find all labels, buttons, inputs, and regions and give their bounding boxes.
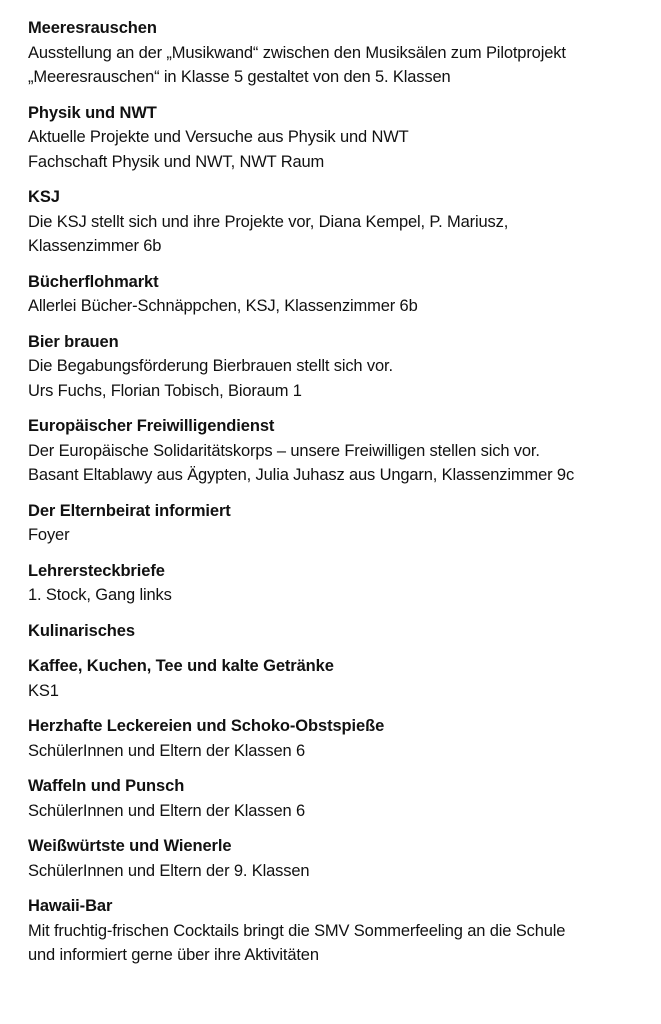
entry-location: Foyer <box>28 526 70 544</box>
entry-title: Bier brauen <box>28 332 119 351</box>
entry-description: „Meeresrauschen“ in Klasse 5 gestaltet von den 5. Klassen <box>28 68 451 86</box>
entry-title: Meeresrauschen <box>28 19 157 37</box>
entry-freiwilligendienst <box>28 414 641 488</box>
entry-herzhafte-leckereien <box>28 714 641 763</box>
entry-location: KS1 <box>28 681 59 700</box>
entry-title: Bücherflohmarkt <box>28 272 159 291</box>
entry-hawaii-bar <box>28 894 641 968</box>
entry-description: Mit fruchtig-frischen Cocktails bringt die SMV Sommerfeeling an die Schule <box>28 921 566 940</box>
entry-description: und informiert gerne über ihre Aktivitäten <box>28 946 319 964</box>
entry-title: Physik und NWT <box>28 103 157 122</box>
entry-description: Der Europäische Solidaritätskorps – unsere Freiwilligen stellen sich vor. <box>28 441 540 460</box>
entry-physik-nwt <box>28 101 641 175</box>
entry-location: SchülerInnen und Eltern der 9. Klassen <box>28 861 310 880</box>
entry-description: Die KSJ stellt sich und ihre Projekte vor, Diana Kempel, P. Mariusz, <box>28 212 509 231</box>
section-heading: Kulinarisches <box>28 621 135 640</box>
entry-kaffee-kuchen <box>28 654 641 703</box>
entry-location: Urs Fuchs, Florian Tobisch, Bioraum 1 <box>28 381 302 400</box>
entry-weisswuerste <box>28 834 641 883</box>
entry-location: Basant Eltablawy aus Ägypten, Julia Juhasz aus Ungarn, Klassenzimmer 9c <box>28 466 575 484</box>
entry-title: Kaffee, Kuchen, Tee und kalte Getränke <box>28 657 334 675</box>
entry-ksj <box>28 185 641 259</box>
section-kulinarisches <box>28 619 641 644</box>
entry-location: SchülerInnen und Eltern der Klassen 6 <box>28 801 305 820</box>
entry-location: SchülerInnen und Eltern der Klassen 6 <box>28 741 305 760</box>
entry-title: Hawaii-Bar <box>28 897 113 915</box>
entry-location: Fachschaft Physik und NWT, NWT Raum <box>28 152 325 171</box>
entry-title: Lehrersteckbriefe <box>28 561 165 580</box>
entry-title: Waffeln und Punsch <box>28 777 185 795</box>
entry-buecherflohmarkt <box>28 270 641 319</box>
entry-title: Weißwürtste und Wienerle <box>28 837 232 855</box>
entry-bier-brauen <box>28 330 641 404</box>
entry-title: KSJ <box>28 188 60 206</box>
entry-description: Ausstellung an der „Musikwand“ zwischen den Musiksälen zum Pilotprojekt <box>28 43 566 62</box>
entry-title: Herzhafte Leckereien und Schoko-Obstspieße <box>28 717 385 735</box>
entry-meeresrauschen <box>28 16 641 90</box>
entry-description: Aktuelle Projekte und Versuche aus Physik und NWT <box>28 128 409 146</box>
entry-description: Allerlei Bücher-Schnäppchen, KSJ, Klassenzimmer 6b <box>28 297 418 315</box>
entry-title: Europäischer Freiwilligendienst <box>28 417 275 435</box>
entry-title: Der Elternbeirat informiert <box>28 501 231 520</box>
entry-lehrersteckbriefe <box>28 559 641 608</box>
entry-location: Klassenzimmer 6b <box>28 237 162 255</box>
entry-elternbeirat <box>28 499 641 548</box>
entry-location: 1. Stock, Gang links <box>28 586 172 604</box>
entry-waffeln-punsch <box>28 774 641 823</box>
entry-description: Die Begabungsförderung Bierbrauen stellt sich vor. <box>28 357 393 375</box>
